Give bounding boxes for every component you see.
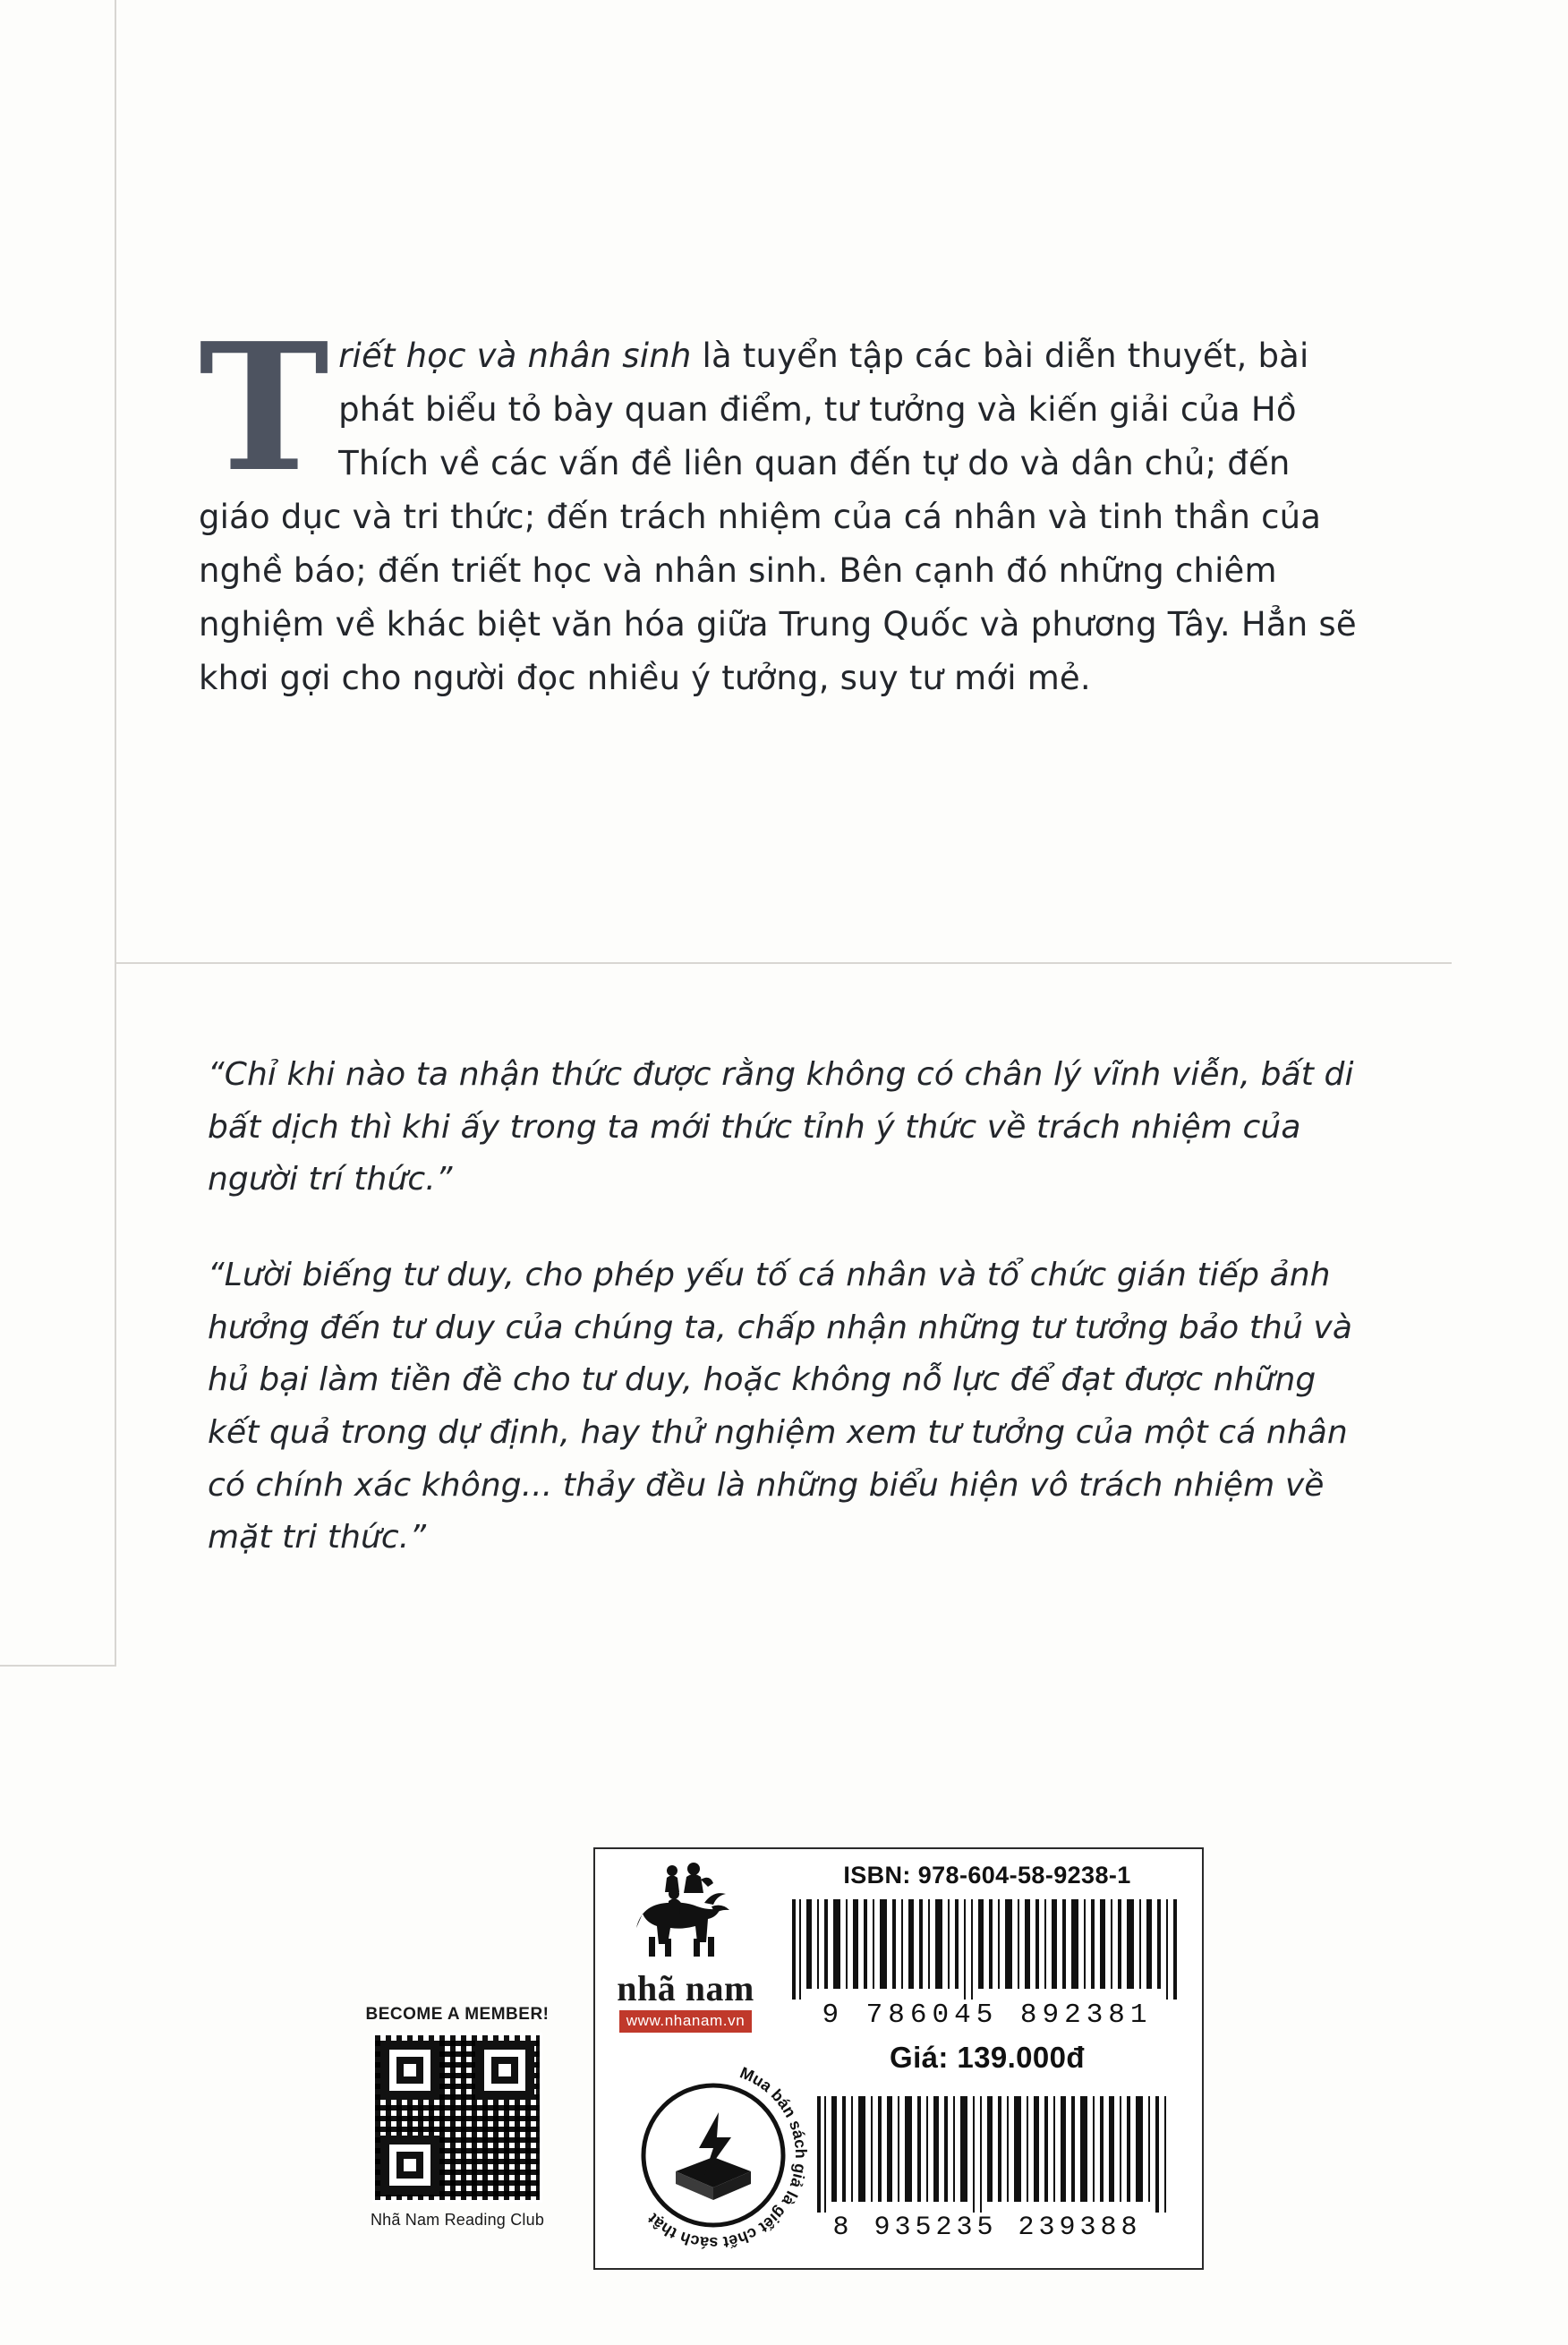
isbn-barcode-digits: 9 786045 892381 (822, 2000, 1153, 2031)
publisher-logo-block (604, 1856, 767, 2060)
become-a-member-title: BECOME A MEMBER! (365, 2005, 550, 2024)
blurb-body-text: là tuyển tập các bài diễn thuyết, bài phát biểu tỏ bày quan điểm, tư tưởng và kiến giải của Hồ Thích về các vấn đề liên quan đến tự do và dân chủ; đến giáo dục và tri thức; đến trách nhiệm của cá nhân và tinh thần của nghề báo; đến triết học và nhân sinh. Bên cạnh đó những chiêm nghiệm về khác biệt văn hóa giữa Trung Quốc và phương Tây. Hẳn sẽ khơi gợi cho người đọc nhiều ý tưởng, suy tư mới mẻ. (199, 337, 1357, 697)
drop-cap: T (199, 305, 330, 511)
reading-club-caption: Nhã Nam Reading Club (370, 2211, 545, 2229)
nha-nam-buffalo-logo-icon (618, 1862, 753, 1966)
trim-line-horizontal-bottom (0, 1665, 116, 1667)
blurb-paragraph (199, 305, 1362, 705)
qr-finder-bottom-left (380, 2136, 439, 2195)
isbn-label: ISBN: 978-604-58-9238-1 (843, 1862, 1131, 1889)
trim-line-horizontal-top (115, 962, 1452, 964)
secondary-barcode-digits: 8 935235 239388 (832, 2213, 1142, 2243)
svg-text:Mua bán sách giả là giết chết: Mua bán sách giả là giết chết sách thật (643, 2063, 811, 2253)
publisher-name: nhã nam (617, 1968, 754, 2008)
pull-quote-2: “Lười biếng tư duy, cho phép yếu tố cá nhân và tổ chức gián tiếp ảnh hưởng đến tư duy của chúng ta, chấp nhận những tư tưởng bảo thủ và hủ bại làm tiền đề cho tư duy, hoặc không nỗ lực để đạt được những kết quả trong dự định, hay thử nghiệm xem tư tưởng của một cá nhân có chính xác không... thảy đều là những biểu hiện vô trách nhiệm về mặt tri thức.” (208, 1257, 1352, 1556)
price-label: Giá: 139.000đ (890, 2041, 1085, 2074)
pull-quote-1: “Chỉ khi nào ta nhận thức được rằng không có chân lý vĩnh viễn, bất di bất dịch thì khi ấy trong ta mới thức tỉnh ý thức về trách nhiệm của người trí thức.” (208, 1056, 1354, 1198)
isbn-barcode-top (790, 1899, 1184, 2000)
blurb-book-title: riết học và nhân sinh (338, 337, 692, 375)
publisher-url[interactable]: www.nhanam.vn (619, 2010, 753, 2033)
reading-club-block (354, 2005, 561, 2230)
trim-line-vertical-left (115, 0, 116, 1667)
pull-quotes (208, 1049, 1362, 1565)
qr-code-icon[interactable] (372, 2033, 542, 2203)
isbn-barcode-bottom (815, 2096, 1173, 2213)
isbn-barcode-card (593, 1847, 1204, 2270)
